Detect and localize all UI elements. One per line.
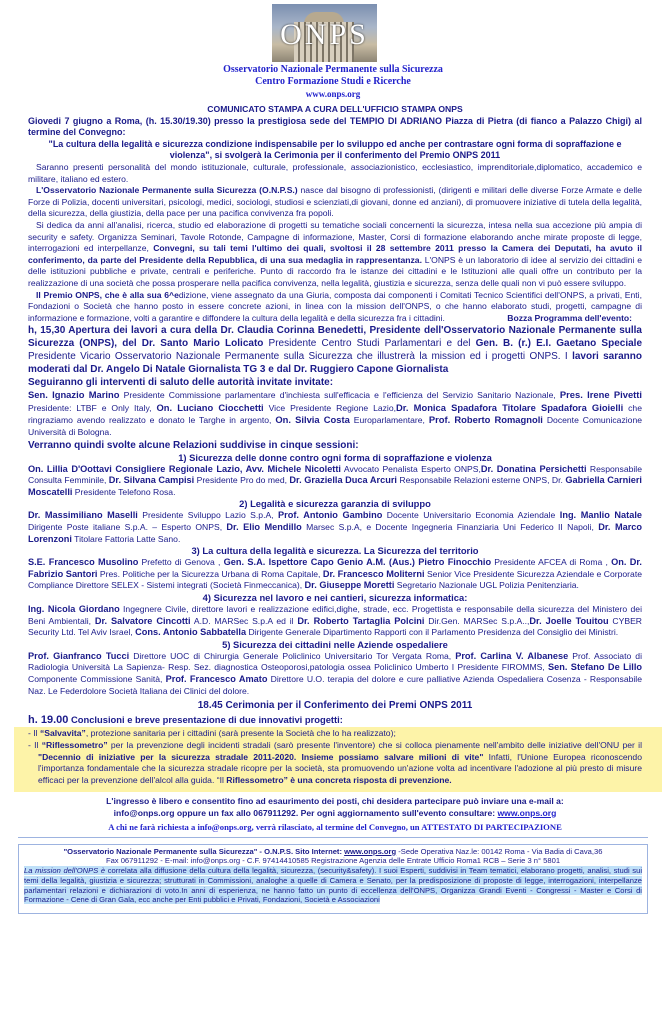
speaker-role: Docente Comunicazione Università di Bologna. [28,415,643,438]
press-release-title: COMUNICATO STAMPA A CURA DELL'UFFICIO STAMPA ONPS [207,104,463,114]
activities-text: Si dedica da anni all'analisi, ricerca, studio ed elaborazione di progetti su tematiche sociali concernenti la sicurezza, intesa nella sua accezione più ampia di security e safety. Organizza Seminari, Tavole Rotonde, Campagne di informazione, Master, Corsi di formazione elaborando anche mirate proposte di legge, interrogazioni ed interpellanze, [28,219,642,254]
closing-time: h. 19.00 [28,714,69,727]
speaker-role: Componente Commissione Sanità, [28,673,166,684]
session-title: 1) Sicurezza delle donne contro ogni forma di sopraffazione e violenza [178,451,492,463]
speaker-role: Dir.Gen. MARSec S.p.A.., [424,615,530,626]
speaker-role: Segretario Nazionale UGL Polizia Penitenziaria. [394,580,579,591]
speaker-name: On. Lillia D'Oottavi Consigliere Regionale Lazio, Avv. Michele Nicoletti [28,463,341,474]
program-heading: Bozza Programma dell'evento: [507,312,633,323]
opening-role-2: Presidente Vicario Osservatorio Nazionale Permanente sulla Sicurezza che illustrerà la mission ed i progetti ONPS. I [28,351,573,363]
speaker-name: Dr. Marco Lorenzoni [28,522,643,544]
speaker-name: Dr. Francesco Moliterni [322,568,425,579]
speaker-name: Cons. Antonio Sabbatella [135,627,247,638]
speaker-name: Gabriella Carnieri Moscatelli [28,475,642,497]
speaker-name: Prof. Carlina V. Albanese [455,650,569,661]
ceremony: 18.45 Cerimonia per il Conferimento dei Premi ONPS 2011 [197,700,473,712]
intro-line: Giovedi 7 giugno a Roma, (h. 15.30/19.30) presso la prestigiosa sede del TEMPIO DI ADRIANO Piazza di Pietra (di fianco a Palazzo Chigi) al termine del Convegno: [28,115,642,138]
footer-org: "Osservatorio Nazionale Permanente sulla Sicurezza" - O.N.P.S. Sito Internet: [63,846,345,856]
speaker-name: Dr. Salvatore Cincotti [94,615,191,626]
closing-text: Conclusioni e breve presentazione di due innovativi progetti: [68,714,343,726]
speaker-name: Dr. Monica Spadafora Titolare Spadafora Gioielli [396,401,624,413]
opening-speaker: Gen. B. (r.) E.I. Gaetano Speciale [475,338,643,350]
speaker-name: S.E. Francesco Musolino [28,557,139,568]
speaker-name: Dr. Massimiliano Maselli [28,510,138,521]
paragraph-onps [28,185,642,220]
speaker-role: Avvocato Penalista Esperto ONPS, [340,463,481,474]
project-text-2: Infatti, l'Unione Europea riconoscendo l'importanza fondamentale che la sicurezza stradale ricopre per la società, sta promuovendo un'azione volta ad incentivare l'adozione al più presto di misure efficaci per la prevenzione dell'alcol alla guida. “Il [38,751,642,786]
opening-bold: h, 15,30 Apertura dei lavori a cura della Dr. Claudia Corinna Benedetti, Presidente dell'Osservatorio Nazionale Permanente sulla Sicurezza (ONPS), del Dr. Santo Mario Lolicato [28,325,642,350]
session-title: 2) Legalità e sicurezza garanzia di sviluppo [239,498,431,510]
speaker-role: Europarlamentare, [349,415,429,426]
speaker-role: Prof. Associato di Radiologia Università La Sapienza- Resp. Sez. diagnostica Osteoporosi,patologia ossea Policlinico Umberto I Presidente FIROMMS, [28,650,642,673]
speaker-name: Dr. Graziella Duca Arcuri [289,475,397,486]
speaker-role: Presidente Telefono Rosa. [72,486,176,497]
speaker-name: Sen. Stefano De Lillo [547,662,642,673]
speaker-name: On. Luciano Ciocchetti [156,401,264,413]
closing [28,713,642,727]
paragraph-activities [28,220,642,290]
speaker-name: Prof. Roberto Romagnoli [428,414,543,426]
speaker-role: Prefetto di Genova , [138,557,224,568]
paragraph-premio [28,290,642,325]
laboratory-text: L'ONPS è un laboratorio di idee al servizio dei cittadini e delle istituzioni pubbliche e private, centrali e periferiche. Punto di raccordo fra le istanze dei cittadini e le Istituzioni alle quali offre un contributo per la realizzazione di una società che possa prosperare nella pacifica convivenza, nella legalità, giustizia e sicurezza, senza delle quali non vi può essere sviluppo. [28,254,643,288]
footer-address: -Sede Operativa Naz.le: 00142 Roma - Via Badia di Cava,36 [396,846,603,856]
speaker-role: CYBER Security Ltd. Tel Aviv Israel, [28,615,643,638]
session-title: 5) Sicurezza dei cittadini nelle Aziende ospedaliere [222,638,448,650]
footer-line-2: Fax 067911292 - E-mail: info@onps.org - C.F. 97414410585 Registrazione Agenzia delle Entrate Ufficio Roma1 RCB – Serie 3 n° 5801 [105,856,561,866]
speaker-role: Direttore UOC di Chirurgia Generale Policlinico Universitario Tor Vergata Roma, [129,650,456,661]
project-text: per la prevenzione degli incidenti stradali (sarò presente l'inventore) che si colloca pienamente nell'ambito delle iniziative dell'ONU per il [107,739,642,750]
logo-lettering: ONPS [280,18,369,51]
speaker-name: Ing. Manlio Natale [559,510,642,521]
onps-logo [272,4,377,62]
entry-line-1: L'ingresso è libero e consentito fino ad esaurimento dei posti, chi desidera partecipare può inviare una e-mail a: [106,795,564,806]
speaker-role: Dirigente Poste italiane S.p.A. – Esperto ONPS, [28,522,227,533]
speaker-name: Prof. Antonio Gambino [278,510,383,521]
sessions-heading: Verranno quindi svolte alcune Relazioni suddivise in cinque sessioni: [28,439,359,451]
entry-text: info@onps.org oppure un fax allo 067911292. Per ogni aggiornamento sull'evento consultare: [113,807,498,818]
speaker-role: Docente Universitario Economia Aziendale [382,510,560,521]
website-link[interactable]: www.onps.org [497,807,557,818]
onps-name: L'Osservatorio Nazionale Permanente sulla Sicurezza (O.N.P.S.) [36,185,298,196]
speaker-role: Titolare Fattoria Latte Sano. [71,533,181,544]
speaker-role: Pres. Politiche per la Sicurezza Urbana di Roma Capitale, [97,568,323,579]
project-name: “Salvavita” [39,728,86,739]
moderators: lavori saranno moderati dal Dr. Angelo Di Natale Giornalista TG 3 e dal Dr. Ruggiero Capone Giornalista [28,351,642,376]
speaker-role: Responsabile Relazioni esterne ONPS, Dr. [396,475,566,486]
speaker-name: Dr. Elio Mendillo [226,522,302,533]
footer-website-link[interactable]: www.onps.org [344,846,397,856]
mission-highlight [24,866,642,904]
premio-bold: Il Premio ONPS, che è alla sua 6^e [36,289,179,300]
speaker-role: che ringraziamo avendo realizzato e donato le Targhe in argento, [28,402,642,426]
session-speakers [28,510,642,545]
session-speakers [28,557,642,592]
program-opening [28,324,642,389]
speaker-role: Senior Vice Presidente Sicurezza Aziendale e Corporate Compliance Direttore SELEX - Sistemi integrati (Società Finmeccanica), [28,568,642,591]
org-name: Osservatorio Nazionale Permanente sulla Sicurezza [223,64,443,75]
speaker-role: Presidente: LTBF e Only Italy, [28,402,157,413]
session-speakers [28,464,642,499]
speaker-role: Presidente Commissione parlamentare d'inchiesta sull'efficacia e l'efficienza del Servizio Sanitario Nazionale, [119,390,560,401]
bullet: - Il [28,739,42,750]
greetings-heading: Seguiranno gli interventi di saluto delle autorità invitate invitate: [28,377,334,389]
premio-text: dizione, viene assegnato da una Giuria, composta dai componenti i Comitati Tecnico Scientifici dell'ONPS, a privati, Enti, Fondazioni o Società che hanno posto in essere concrete azioni, in linea con la mission dell'ONPS, o che hanno elaborato studi, progetti, campagne di informazione e formazione, volti a garantire e diffondere la cultura della legalità e della sicurezza fra i cittadini. [28,289,642,323]
speaker-name: Sen. Ignazio Marino [28,389,120,401]
speaker-name: Prof. Gianfranco Tucci [28,650,130,661]
divider [18,837,648,838]
medal-text: Convegni, su tali temi l'ultimo dei quali, svoltosi il 28 settembre 2011 presso la Camera dei Deputati, ha avuto il conferimento, da parte del Presidente della Repubblica, di una sua medaglia in rappresentanza. [28,243,642,265]
org-website: www.onps.org [305,89,361,99]
speaker-name: On. Dr. Fabrizio Santori [28,557,642,579]
speaker-role: Marsec S.p.A, e Docente Ingegneria Finanziaria Uni Federico II Napoli, [301,522,599,533]
speaker-name: On. Silvia Costa [275,414,350,426]
session-speakers [28,604,642,639]
speaker-role: A.D. MARSec S.p.A ed il [190,615,298,626]
mission-text: correlata alla diffusione della cultura della legalità, sicurezza, (security&safety). I suoi Esperti, suddivisi in Team tematici, elaborano progetti, analisi, studi sui temi della legalità, giustizia e sicurezza; strutturati in Commissioni, analoghe a quelle di Camera e Senato, per la predisposizione di proposte di legge, interrogazioni, interpellanze parlamentari relazioni e dichiarazioni di voto.In anni di esperienza, ne hanno fatto un punto di eccellenza dell'ONPS, Organizza Grandi Eventi - Congressi - Master e Corsi di Formazione - Cene di Gran Gala, ecc anche per Enti pubblici e Privati, Fondazioni, Società e Associazioni [24,866,643,905]
project-name: “Riflessometro” [41,739,108,750]
project-salvavita [28,728,642,740]
mission-label: La mission dell'ONPS è [24,866,106,876]
speaker-role: Dirigente Generale Dipartimento Rapporti con il Parlamento Presidenza del Consiglio dei Ministri. [246,627,619,638]
footer-box [18,844,648,914]
speaker-name: Dr. Roberto Tartaglia Polcini [297,615,425,626]
speaker-role: Vice Presidente Regione Lazio, [263,402,396,413]
entry-line-2 [28,808,642,820]
project-riflessometro [28,740,642,787]
speaker-role: Presidente Sviluppo Lazio S.p.A, [137,510,279,521]
speaker-role: Presidente Pro do med, [194,475,290,486]
session-speakers [28,651,642,697]
decade-slogan: "Decennio di iniziative per la sicurezza stradale 2011-2020. Insieme possiamo salvare milioni di vite" [38,751,484,762]
greetings-list [28,389,642,438]
speaker-role: Ingegnere Civile, direttore lavori e realizzazione edifici,dighe, strade, ecc. Progettista e responsabile della sicurezza del Ministero dei Beni Ambientali, [28,604,642,626]
attestato: A chi ne farà richiesta a info@onps.org, verrà rilasciato, al termine del Convegno, un ATTESTATO DI PARTECIPAZIONE [108,822,562,833]
speaker-name: Gen. S.A. Ispettore Capo Genio A.M. (Aus.) Pietro Finocchio [223,557,492,568]
footer-line-1 [24,847,642,857]
speaker-name: Dr. Silvana Campisi [108,475,195,486]
sessions-list [0,452,666,698]
session-title: 3) La cultura della legalità e sicurezza. La Sicurezza del territorio [191,545,479,557]
speaker-name: Dr. Donatina Persichetti [480,463,587,474]
bullet: - Il [28,728,40,739]
logo-area [0,4,666,64]
project-conclusion: Riflessometro” è una concreta risposta di prevenzione. [226,775,452,786]
onps-description: nasce dal bisogno di professionisti, (dirigenti e militari delle diverse Forze Armate e delle Forze di Polizia, docenti universitari, psicologi, medici, sociologi, studiosi e scienziati,di giovani, donne ed anziani), di promuovere iniziative di tutela della legalità, della sicurezza, della giustizia, della pace per una pacifica convivenza fra popoli. [28,185,642,219]
org-center: Centro Formazione Studi e Ricerche [255,76,411,87]
project-text: , protezione sanitaria per i cittadini (sarà presente la Società che lo ha realizzato); [85,728,396,739]
speaker-name: Prof. Francesco Amato [165,673,268,684]
speaker-role: Presidente AFCEA di Roma , [491,557,612,568]
convention-title: "La cultura della legalità e sicurezza condizione indispensabile per lo sviluppo ed anche per contrastare ogni forma di sopraffazione e violenza", si svolgerà la Cerimonia per il conferimento del Premio ONPS 2011 [48,138,622,161]
speaker-name: Pres. Irene Pivetti [559,389,643,401]
footer-mission [24,866,642,905]
speaker-role: Direttore U.O. terapia del dolore e cure palliative Azienda Ospedaliera Cosenza - Responsabile Naz. Le Federdolore Società Italiana dei Clinici del dolore. [28,673,642,696]
speaker-name: Dr. Joelle Touitou [529,615,609,626]
session-title: 4) Sicurezza nel lavoro e nei cantieri, sicurezza informatica: [202,592,468,603]
speaker-name: Dr. Giuseppe Moretti [304,580,395,591]
opening-role: Presidente Centro Studi Parlamentari e del [263,338,476,350]
highlight-box [14,727,662,792]
speaker-name: Ing. Nicola Giordano [28,604,120,614]
paragraph-presenze: Saranno presenti personalità del mondo istituzionale, culturale, professionale, associazionistico, ecclesiastico, imprenditoriale,diplomatico, accademico e militare, italiano ed estero. [28,161,642,184]
speaker-role: Responsabile Consulta Femminile, [28,463,642,486]
